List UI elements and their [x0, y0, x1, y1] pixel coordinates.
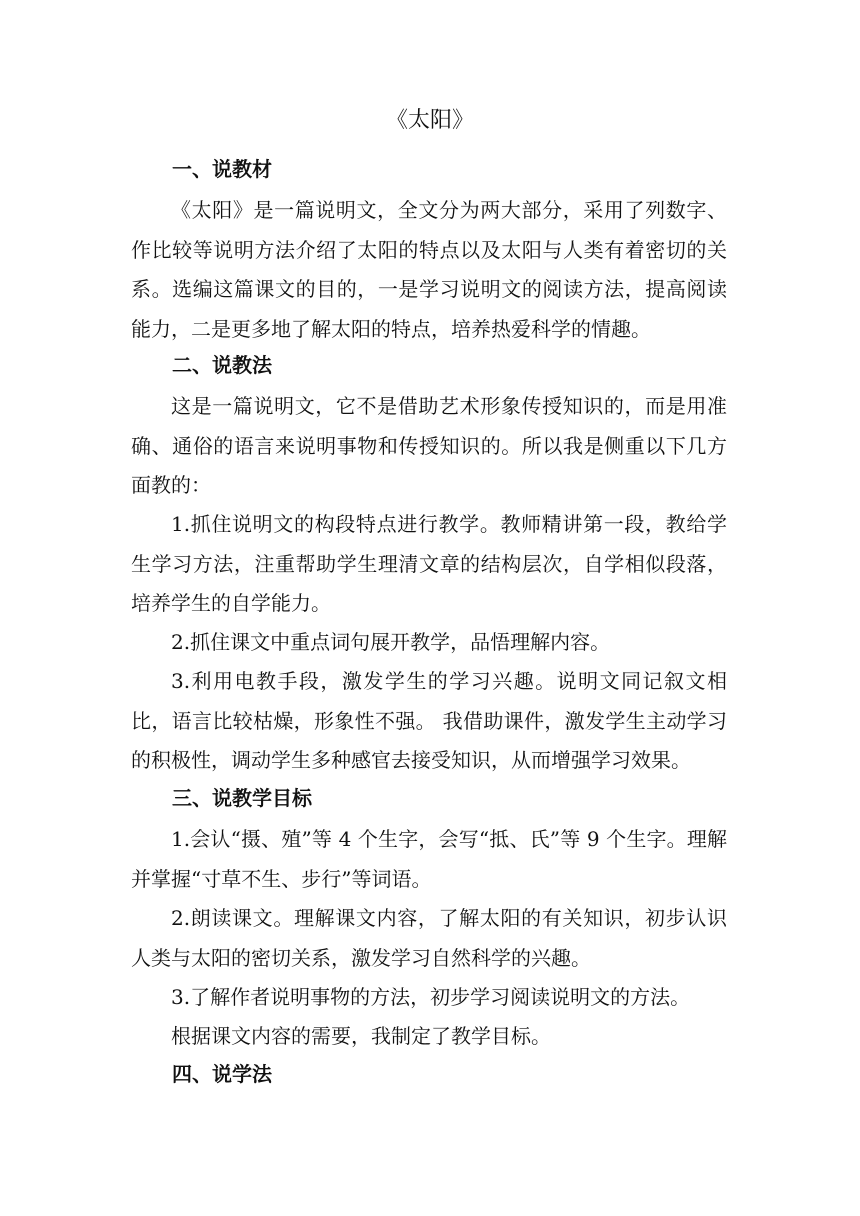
paragraph: 这是一篇说明文，它不是借助艺术形象传授知识的，而是用准确、通俗的语言来说明事物和传授知识的。所以我是侧重以下几方面教的：	[131, 394, 727, 497]
section-heading-4: 四、说学法	[172, 1062, 272, 1086]
section-heading-2: 二、说教法	[172, 353, 272, 377]
section-heading-3: 三、说教学目标	[172, 786, 312, 810]
paragraph: 3.了解作者说明事物的方法，初步学习阅读说明文的方法。	[171, 985, 691, 1009]
paragraph: 根据课文内容的需要，我制定了教学目标。	[171, 1024, 551, 1048]
paragraph: 1.会认“摄、殖”等 4 个生字，会写“抵、氏”等 9 个生字。理解并掌握“寸草不生、步行”等词语。	[131, 827, 727, 891]
paragraph: 1.抓住说明文的构段特点进行教学。教师精讲第一段，教给学生学习方法，注重帮助学生理清文章的结构层次，自学相似段落，培养学生的自学能力。	[131, 512, 727, 615]
paragraph: 2.抓住课文中重点词句展开教学，品悟理解内容。	[171, 630, 611, 654]
document-title: 《太阳》	[385, 108, 474, 133]
section-heading-1: 一、说教材	[172, 157, 272, 181]
paragraph: 《太阳》是一篇说明文，全文分为两大部分，采用了列数字、作比较等说明方法介绍了太阳的特点以及太阳与人类有着密切的关系。选编这篇课文的目的，一是学习说明文的阅读方法，提高阅读能力，二是更多地了解太阳的特点，培养热爱科学的情趣。	[131, 198, 727, 341]
paragraph: 3.利用电教手段，激发学生的学习兴趣。说明文同记叙文相比，语言比较枯燥，形象性不强。 我借助课件，激发学生主动学习的积极性，调动学生多种感官去接受知识，从而增强学习效果。	[131, 669, 727, 772]
paragraph: 2.朗读课文。理解课文内容，了解太阳的有关知识，初步认识人类与太阳的密切关系，激发学习自然科学的兴趣。	[131, 906, 727, 970]
